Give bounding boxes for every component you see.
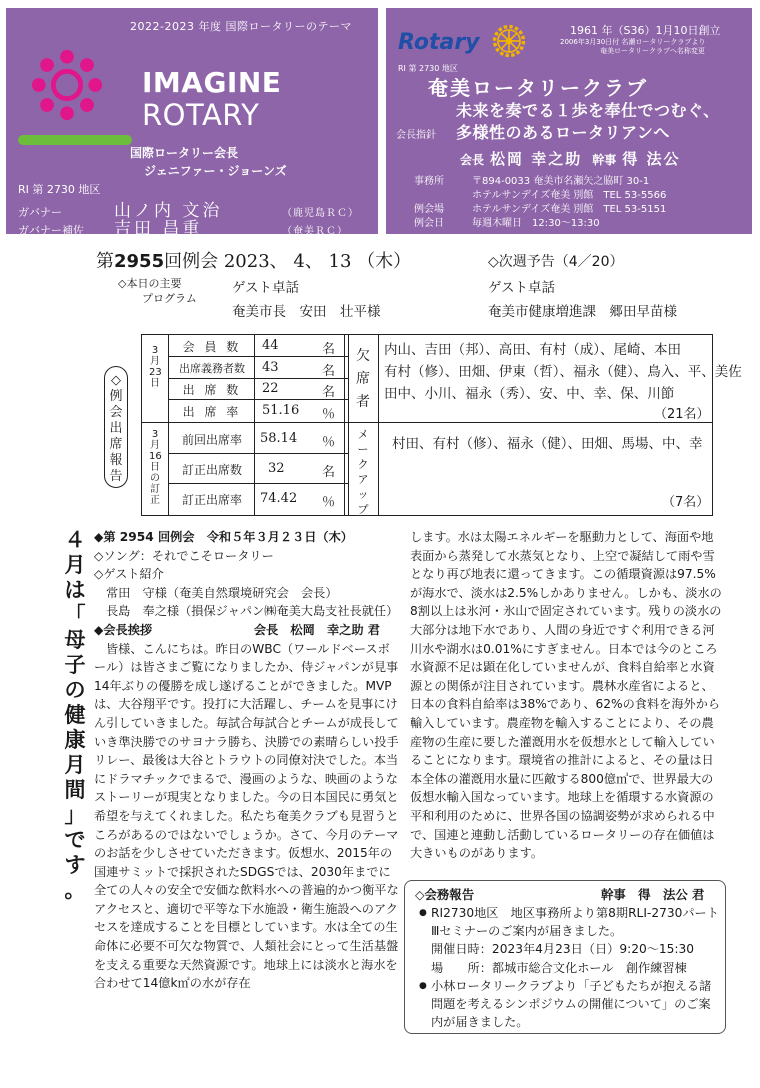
row-label: 出席義務者数 <box>179 362 245 375</box>
district-label-small: RI 第 2730 地区 <box>398 64 458 73</box>
row-value: 51.16 <box>262 403 300 418</box>
correction-date-label: 3 月 16 日 の 訂 正 <box>149 429 162 506</box>
guest-1: 常田 守様（奄美自然環境研究会 会長） <box>106 585 338 600</box>
report-item-place: 場 所：都城市総合文化ホール 創作練習棟 <box>431 960 687 975</box>
absent-names <box>384 339 742 405</box>
greeting-body-continued: します。水は太陽エネルギーを駆動力として、海面や地表面から蒸発して水蒸気となり、上空で凝結して雨や雪となり再び地表に還ってきます。この循環資源は97.5%が海水で、淡水は2.5%しかありません。しかも、淡水の8割以上は氷河・氷山で固定されています。残りの淡水の大部分は地下水であり、人間の身近ですぐ利用できる河川水や湖水は0.01%にすぎません。日本では今のところ水資源不足は顕在化していませんが、食料自給率と水資源との関係が注目されています。農林水産省によると、日本の食料自給率は38%であり、62%の食料を海外から輸入しています。農産物を輸入することにより、その農産物の生産に要した灌漑用水を仮想水として輸入していることになります。環境省の推計によると、その量は日本全体の灌漑用水量に匹敵する800億㎥で、世界最大の仮想水輸入国なっています。地球上を循環する水資源の平和利用のために、世界各国の協調姿勢が求められる中で、国連と連動し活動しているロータリーの存在価値は大きいものがあります。 <box>410 530 722 861</box>
club-panel <box>386 8 752 234</box>
office-address: 〒894-0033 奄美市名瀬矢之脇町 30-1 <box>472 176 650 187</box>
report-right-column <box>410 528 724 863</box>
program-label <box>118 276 197 306</box>
row-value: 58.14 <box>260 431 298 446</box>
side-label-char: 報 <box>109 453 123 468</box>
previous-meeting-heading: ◆第 2954 回例会 令和５年３月２３日（木） <box>94 530 353 544</box>
rotary-wheel-icon <box>492 24 526 58</box>
report-item: ● RI2730地区 地区事務所より第8期RLI-2730パートⅢセミナーのご案内が届きました。 <box>419 904 719 940</box>
office-row <box>414 172 649 187</box>
absent-heading: 欠 席 者 <box>356 348 370 410</box>
row-label: 会 員 数 <box>182 340 242 354</box>
greeting-heading-row <box>94 621 400 640</box>
side-label-char: 例 <box>109 389 123 404</box>
venue-value: ホテルサンデイズ奄美 別館 TEL 53-5151 <box>472 204 667 215</box>
theme-rotary: ROTARY <box>142 98 260 132</box>
governor-label: ガバナー <box>18 206 62 219</box>
governor-assistant-label: ガバナー補佐 <box>18 224 84 237</box>
rename-note-1: 2006年3月30日付 名瀬ロータリークラブより <box>560 38 706 46</box>
founded-date: 1961 年（S36）1月10日創立 <box>570 24 721 37</box>
governor-assistant-row <box>18 214 348 239</box>
president-role: 会長 <box>460 153 485 167</box>
meeting-title <box>96 247 411 273</box>
office-place-row <box>414 186 666 201</box>
program-speaker: 奄美市長 安田 壮平様 <box>232 304 381 320</box>
policy-line-1: 未来を奏でる１歩を奉仕でつむぐ、 <box>456 101 720 120</box>
side-label-char: 会 <box>109 405 123 420</box>
guest-2: 長島 奉之様（損保ジャパン㈱奄美大島支社長就任） <box>106 604 399 619</box>
row-unit: ％ <box>322 435 336 450</box>
row-label: 出 席 数 <box>182 383 242 397</box>
club-name: 奄美ロータリークラブ <box>428 76 648 100</box>
makeup-count: （7名） <box>662 495 710 510</box>
greeting-body: 皆様、こんにちは。昨日のWBC（ワールドベースボール）は皆さまご覧になりましたか、侍ジャパンが見事14年ぶりの優勝を成し遂げることができました。MVPは、大谷翔平です。投打に大活躍し、チームを見事にけん引していきました。毎試合毎試合とチームが成長していき準決勝でのサヨナラ勝ち、決勝での素晴らしい投手リレー、最後は大谷とトラウトの同僚対決でした。本当にドラマチックでまるで、漫画のような、映画のようなストーリーが現実となりました。今の日本国民に勇気と希望を与えてくれました。私たち奄美クラブも見習うところがあるのではないでしょうか。さて、今月のテーマのお話を少しさせていただきます。仮想水、2015年の国連サミットで採択されたSDGSでは、2030年までに全ての人々の安全で安価な飲料水への普遍的かつ衡平なアクセスと、適切で平等な下水施設・衛生施設へのアクセスを達成することを目標としています。水は全ての生命体に必要不可欠な物質で、人類社会にとって生活基盤を支える重要な天然資源です。地球上には淡水と海水を合わせて14億k㎡の水が存在 <box>94 641 399 991</box>
row-unit: 名 <box>322 364 336 379</box>
president-name: 松岡 幸之助 <box>490 150 583 168</box>
office-place: ホテルサンデイズ奄美 別館 TEL 53-5566 <box>472 190 667 201</box>
program-label-line-1: ◇本日の主要 <box>118 277 182 290</box>
absent-count: （21名） <box>654 407 710 422</box>
meeting-day-value: 毎週木曜日 12:30～13:30 <box>472 218 600 229</box>
imagine-rotary-logo-icon <box>28 46 106 124</box>
report-item: ● 小林ロータリークラブより「子どもたちが抱える諸問題を考えるシンポジウムの開催について」のご案内が届きました。 <box>419 977 719 1032</box>
rotary-wordmark: Rotary <box>398 30 480 55</box>
side-label-char: ◇ <box>111 373 121 388</box>
secretary-role: 幹事 <box>592 153 617 167</box>
venue-row <box>414 200 666 215</box>
program-label-line-2: プログラム <box>142 292 197 305</box>
ri-president-label: 国際ロータリー会長 <box>130 146 239 160</box>
meeting-date: 2023、 4、 13 （木） <box>223 251 412 272</box>
governor-assistant-name: 吉田 昌重 <box>114 219 203 239</box>
row-value: 43 <box>262 360 279 375</box>
row-value: 44 <box>262 338 279 353</box>
current-date-label: 3 月 23 日 <box>149 345 162 389</box>
secretary-report-box <box>404 880 726 1034</box>
rename-note-2: 奄美ロータリークラブへ名称変更 <box>600 47 705 55</box>
secretary-report-body <box>419 904 719 1031</box>
governor-club: （鹿児島ＲＣ） <box>282 208 359 219</box>
policy-line-2: 多様性のあるロータリアンへ <box>456 123 670 142</box>
attendance-table <box>141 334 742 516</box>
theme-imagine: IMAGINE <box>142 66 282 99</box>
meeting-day-label: 例会日 <box>414 218 444 229</box>
row-label: 前回出席率 <box>181 433 242 447</box>
meeting-day-row <box>414 214 600 229</box>
meeting-number-prefix: 第 <box>96 251 114 272</box>
meeting-number: 2955 <box>114 251 165 272</box>
report-item-date: 開催日時：2023年4月23日（日）9:20～15:30 <box>431 942 695 957</box>
office-label: 事務所 <box>414 176 444 187</box>
secretary-name: 得 法公 <box>622 150 681 168</box>
absent-line: 有村（修）、田畑、伊東（哲）、福永（健）、鳥入、平、美佐 <box>384 364 742 380</box>
secretary-report-officer: 幹事 得 法公 君 <box>601 887 705 902</box>
row-unit: ％ <box>322 495 336 510</box>
row-value: 74.42 <box>260 491 298 506</box>
side-label-char: 出 <box>109 421 123 436</box>
green-accent-bar <box>18 135 132 145</box>
next-program-speaker: 奄美市健康増進課 郷田早苗様 <box>488 304 677 320</box>
side-label-char: 席 <box>109 437 123 452</box>
absent-line: 田中、小川、福永（秀）、安、中、幸、保、川節 <box>384 386 675 402</box>
month-theme-banner: ４ 月 は 「 母 子 の 健 康 月 間 」 で す 。 <box>64 528 86 902</box>
governor-assistant-club: （奄美ＲＣ） <box>282 226 348 237</box>
row-label: 出 席 率 <box>182 405 242 419</box>
row-label: 訂正出席数 <box>181 463 242 477</box>
program-type: ゲスト卓話 <box>232 280 299 296</box>
row-value: 32 <box>268 461 285 476</box>
absent-line: 内山、吉田（邦）、高田、有村（成）、尾崎、本田 <box>384 342 681 358</box>
guest-heading: ◇ゲスト紹介 <box>94 567 164 582</box>
policy-label: 会長指針 <box>396 130 436 141</box>
venue-label: 例会場 <box>414 204 444 215</box>
secretary-report-heading: ◇会務報告 <box>415 887 475 902</box>
song-line: ◇ソング：それでこそロータリー <box>94 548 274 563</box>
makeup-names: 村田、有村（修）、福永（健）、田畑、馬場、中、幸 <box>392 436 703 452</box>
row-unit: ％ <box>322 407 336 422</box>
report-left-column <box>94 528 400 993</box>
row-unit: 名 <box>322 465 336 480</box>
row-label: 訂正出席率 <box>181 493 242 507</box>
side-label-char: 告 <box>109 469 123 484</box>
next-week-label: ◇次週予告（4／20） <box>488 254 624 270</box>
theme-panel <box>6 8 378 239</box>
district-label: RI 第 2730 地区 <box>18 183 101 196</box>
row-unit: 名 <box>322 385 336 400</box>
greeting-heading: ◆会長挨拶 <box>94 622 153 637</box>
meeting-number-suffix: 回例会 <box>164 251 219 272</box>
ri-president-name: ジェニファー・ジョーンズ <box>144 164 287 178</box>
governor-name: 山ノ内 文治 <box>114 201 223 221</box>
theme-label: 2022-2023 年度 国際ロータリーのテーマ <box>130 20 352 33</box>
officers-line <box>460 148 691 169</box>
next-program-type: ゲスト卓話 <box>488 280 555 296</box>
greeting-officer: 会長 松岡 幸之助 君 <box>253 622 380 637</box>
row-value: 22 <box>262 381 279 396</box>
row-unit: 名 <box>322 342 336 357</box>
makeup-heading: メ ー ク ア ッ プ <box>357 428 369 516</box>
attendance-side-label <box>104 366 128 488</box>
